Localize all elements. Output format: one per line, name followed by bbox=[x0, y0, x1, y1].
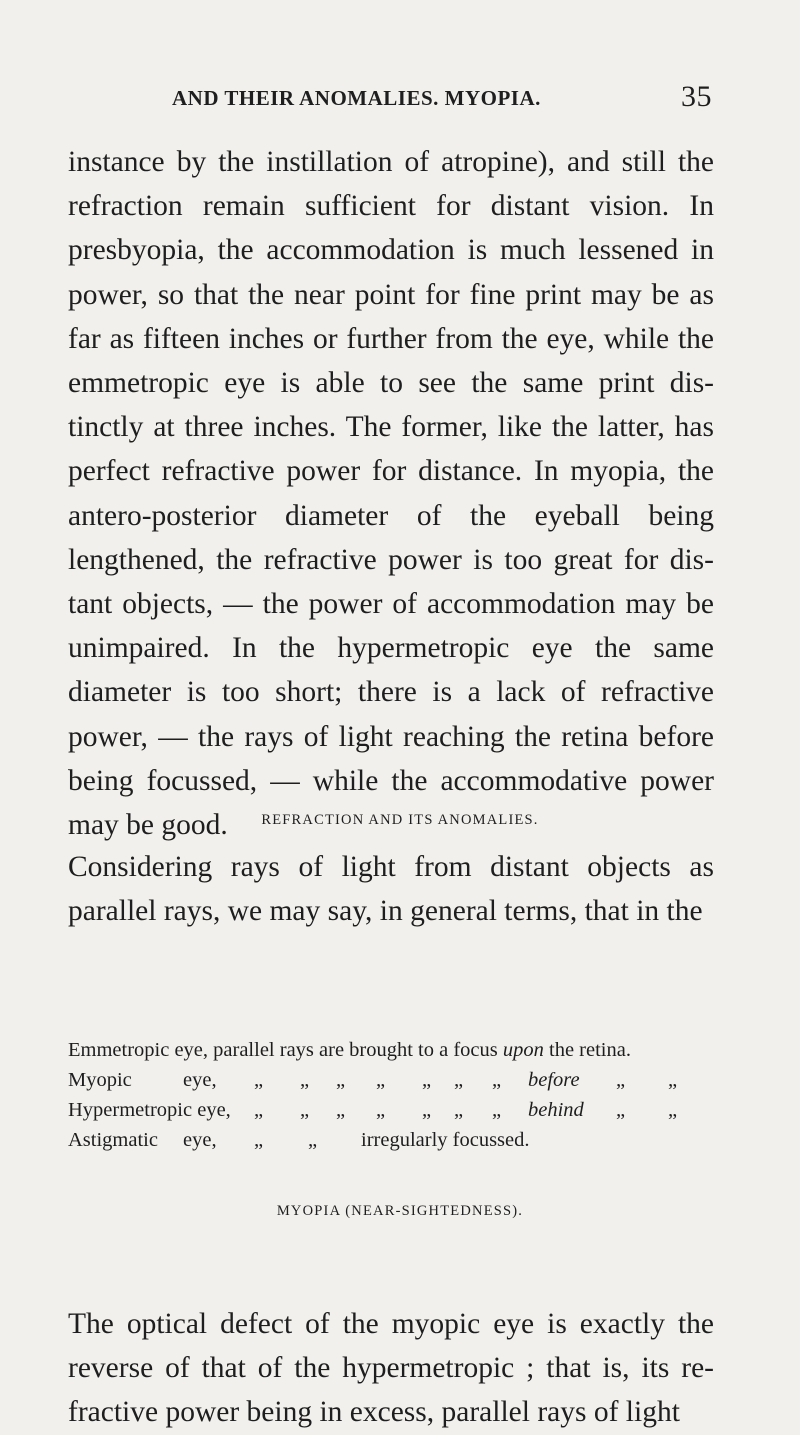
row-italic: upon bbox=[502, 1039, 544, 1061]
ditto-mark: „ bbox=[308, 1129, 318, 1151]
paragraph-1: instance by the instillation of atropine), and still the refraction remain sufficient for distant vision. In presbyopia, the accommodation is much lessened in power, so that the near point for fine print may be as far as fifteen inches or further from the eye, while the emmetropic eye is able to see the same print dis- tinctly at three inches. The former, like the latter, has perfect refractive power for distance. In myopia, the antero-posterior diameter of the eyeball being lengthened, the refractive power is too great for dis- tant objects, — the power of accommodation may be unimpaired. In the hypermetropic eye the same diameter is too short; there is a lack of refractive power, — the rays of light reaching the retina before being focussed, — while the accommodative power may be good. bbox=[68, 146, 714, 842]
running-title: AND THEIR ANOMALIES. MYOPIA. bbox=[172, 86, 541, 110]
ditto-mark: „ bbox=[254, 1099, 264, 1121]
table-row-emmetropic bbox=[68, 1035, 718, 1065]
ditto-mark: „ bbox=[336, 1099, 346, 1121]
ditto-mark: „ bbox=[668, 1069, 678, 1091]
ditto-mark: „ bbox=[376, 1069, 386, 1091]
section-heading-myopia: MYOPIA (NEAR-SIGHTEDNESS). bbox=[276, 1203, 524, 1219]
row-text: Emmetropic eye, parallel rays are brought to a focus bbox=[68, 1039, 503, 1061]
ditto-mark: „ bbox=[454, 1069, 464, 1091]
row-text-end: the retina. bbox=[543, 1039, 631, 1061]
row-label: Myopic bbox=[68, 1069, 132, 1091]
ditto-mark: „ bbox=[254, 1069, 264, 1091]
ditto-mark: „ bbox=[668, 1099, 678, 1121]
row-label: Hypermetropic eye, bbox=[68, 1099, 231, 1121]
table-row-astigmatic bbox=[68, 1125, 718, 1155]
ditto-mark: „ bbox=[492, 1099, 502, 1121]
ditto-mark: „ bbox=[492, 1069, 502, 1091]
table-row-myopic bbox=[68, 1065, 718, 1095]
paragraph-2: Considering rays of light from distant objects as parallel rays, we may say, in general terms, that in the bbox=[68, 851, 714, 928]
page-header bbox=[172, 80, 712, 118]
refraction-table bbox=[68, 1035, 718, 1155]
row-keyword: before bbox=[528, 1069, 580, 1091]
row-label: Astigmatic bbox=[68, 1129, 158, 1151]
section-heading-refraction: REFRACTION AND ITS ANOMALIES. bbox=[261, 812, 539, 828]
row-eye: eye, bbox=[183, 1129, 217, 1151]
row-eye: eye, bbox=[183, 1069, 217, 1091]
ditto-mark: „ bbox=[300, 1099, 310, 1121]
row-keyword: behind bbox=[528, 1099, 584, 1121]
ditto-mark: „ bbox=[422, 1069, 432, 1091]
ditto-mark: „ bbox=[454, 1099, 464, 1121]
row-tail: irregularly focussed. bbox=[361, 1129, 530, 1151]
ditto-mark: „ bbox=[616, 1099, 626, 1121]
paragraph-3: The optical defect of the myopic eye is exactly the reverse of that of the hypermetropic ; that is, its re- fractive power being in excess, parallel rays of light bbox=[68, 1308, 714, 1429]
table-row-hypermetropic bbox=[68, 1095, 718, 1125]
ditto-mark: „ bbox=[376, 1099, 386, 1121]
ditto-mark: „ bbox=[300, 1069, 310, 1091]
ditto-mark: „ bbox=[254, 1129, 264, 1151]
ditto-mark: „ bbox=[616, 1069, 626, 1091]
ditto-mark: „ bbox=[336, 1069, 346, 1091]
page-number: 35 bbox=[681, 80, 712, 113]
ditto-mark: „ bbox=[422, 1099, 432, 1121]
